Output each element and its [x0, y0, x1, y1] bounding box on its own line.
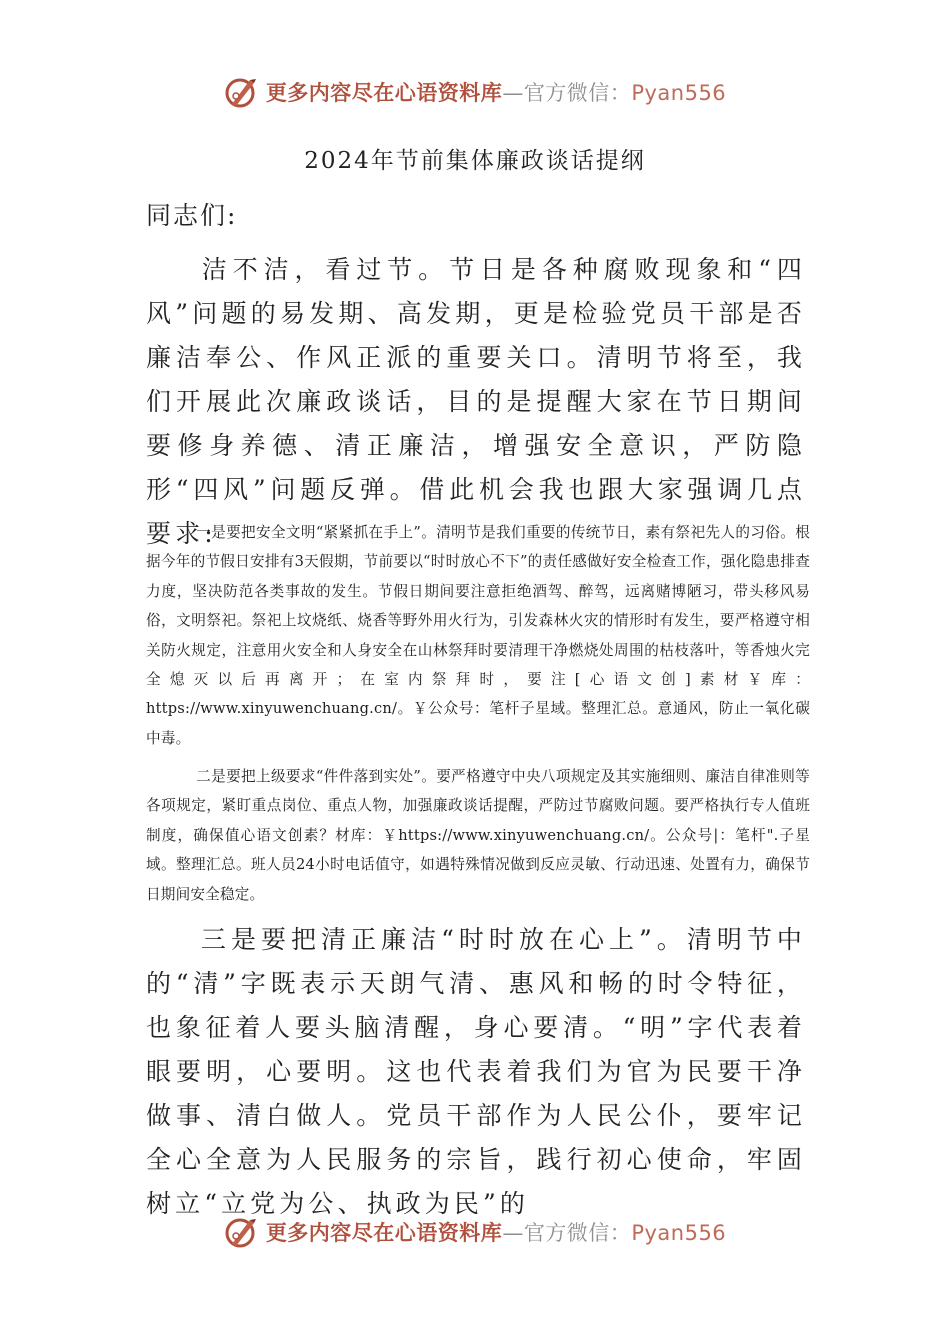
header-banner-text	[266, 77, 726, 107]
header-banner	[0, 72, 950, 112]
document-title: 2024年节前集体廉政谈话提纲	[304, 148, 646, 174]
paragraph-requirement-1	[146, 518, 810, 753]
paragraph-requirement-1-text: 一是要把安全文明“紧紧抓在手上”。清明节是我们重要的传统节日，素有祭祀先人的习俗。根据今年的节假日安排有3天假期，节前要以“时时放心不下”的责任感做好安全检查工作，强化隐患排查力度，坚决防范各类事故的发生。节假日期间要注意拒绝酒驾、醉驾，远离赌博陋习，带头移风易俗，文明祭祀。祭祀上坟烧纸、烧香等野外用火行为，引发森林火灾的情形时有发生，要严格遵守相关防火规定，注意用火安全和人身安全在山林祭拜时要清理干净燃烧处周围的枯枝落叶，等香烛火完全熄灭以后再离开；在室内祭拜时，要注[心语文创]素材￥库：https://www.xinyuwenchuang.cn/。￥公众号：笔杆子星域。整理汇总。意通风，防止一氧化碳中毒。	[146, 524, 810, 747]
footer-banner-separator: —官方微信：	[502, 1221, 632, 1245]
paragraph-intro	[146, 248, 806, 556]
greeting: 同志们:	[146, 201, 238, 230]
paragraph-requirement-2	[146, 762, 810, 909]
paragraph-requirement-2-text: 二是要把上级要求“件件落到实处”。要严格遵守中央八项规定及其实施细则、廉洁自律准则等各项规定，紧盯重点岗位、重点人物，加强廉政谈话提醒，严防过节腐败问题。要严格执行专人值班制度，确保值心语文创素？材库：￥https://www.xinyuwenchuang.cn/。公众号|：笔杆".子星域。整理汇总。班人员24小时电话值守，如遇特殊情况做到反应灵敏、行动迅速、处置有力，确保节日期间安全稳定。	[146, 768, 810, 903]
footer-banner-main: 更多内容尽在心语资料库	[265, 1221, 503, 1245]
paragraph-requirement-3-text: 三是要把清正廉洁“时时放在心上”。清明节中的“清”字既表示天朗气清、惠风和畅的时令特征，也象征着人要头脑清醒，身心要清。“明”字代表着眼要明，心要明。这也代表着我们为官为民要干净做事、清白做人。党员干部作为人民公仆，要牢记全心全意为人民服务的宗旨，践行初心使命，牢固树立“立党为公、执政为民”的	[146, 925, 806, 1218]
footer-banner-wechat-id: Pyan556	[631, 1221, 727, 1245]
pen-logo-icon	[224, 74, 260, 110]
pen-logo-icon	[224, 1214, 260, 1250]
header-banner-main: 更多内容尽在心语资料库	[265, 81, 503, 105]
footer-banner-text	[266, 1217, 726, 1247]
footer-banner	[0, 1212, 950, 1252]
paragraph-requirement-3	[146, 918, 806, 1226]
header-banner-separator: —官方微信：	[502, 81, 632, 105]
paragraph-intro-text: 洁不洁，看过节。节日是各种腐败现象和“四风”问题的易发期、高发期，更是检验党员干部是否廉洁奉公、作风正派的重要关口。清明节将至，我们开展此次廉政谈话，目的是提醒大家在节日期间要修身养德、清正廉洁，增强安全意识，严防隐形“四风”问题反弹。借此机会我也跟大家强调几点要求:	[146, 255, 806, 548]
header-banner-wechat-id: Pyan556	[631, 81, 727, 105]
